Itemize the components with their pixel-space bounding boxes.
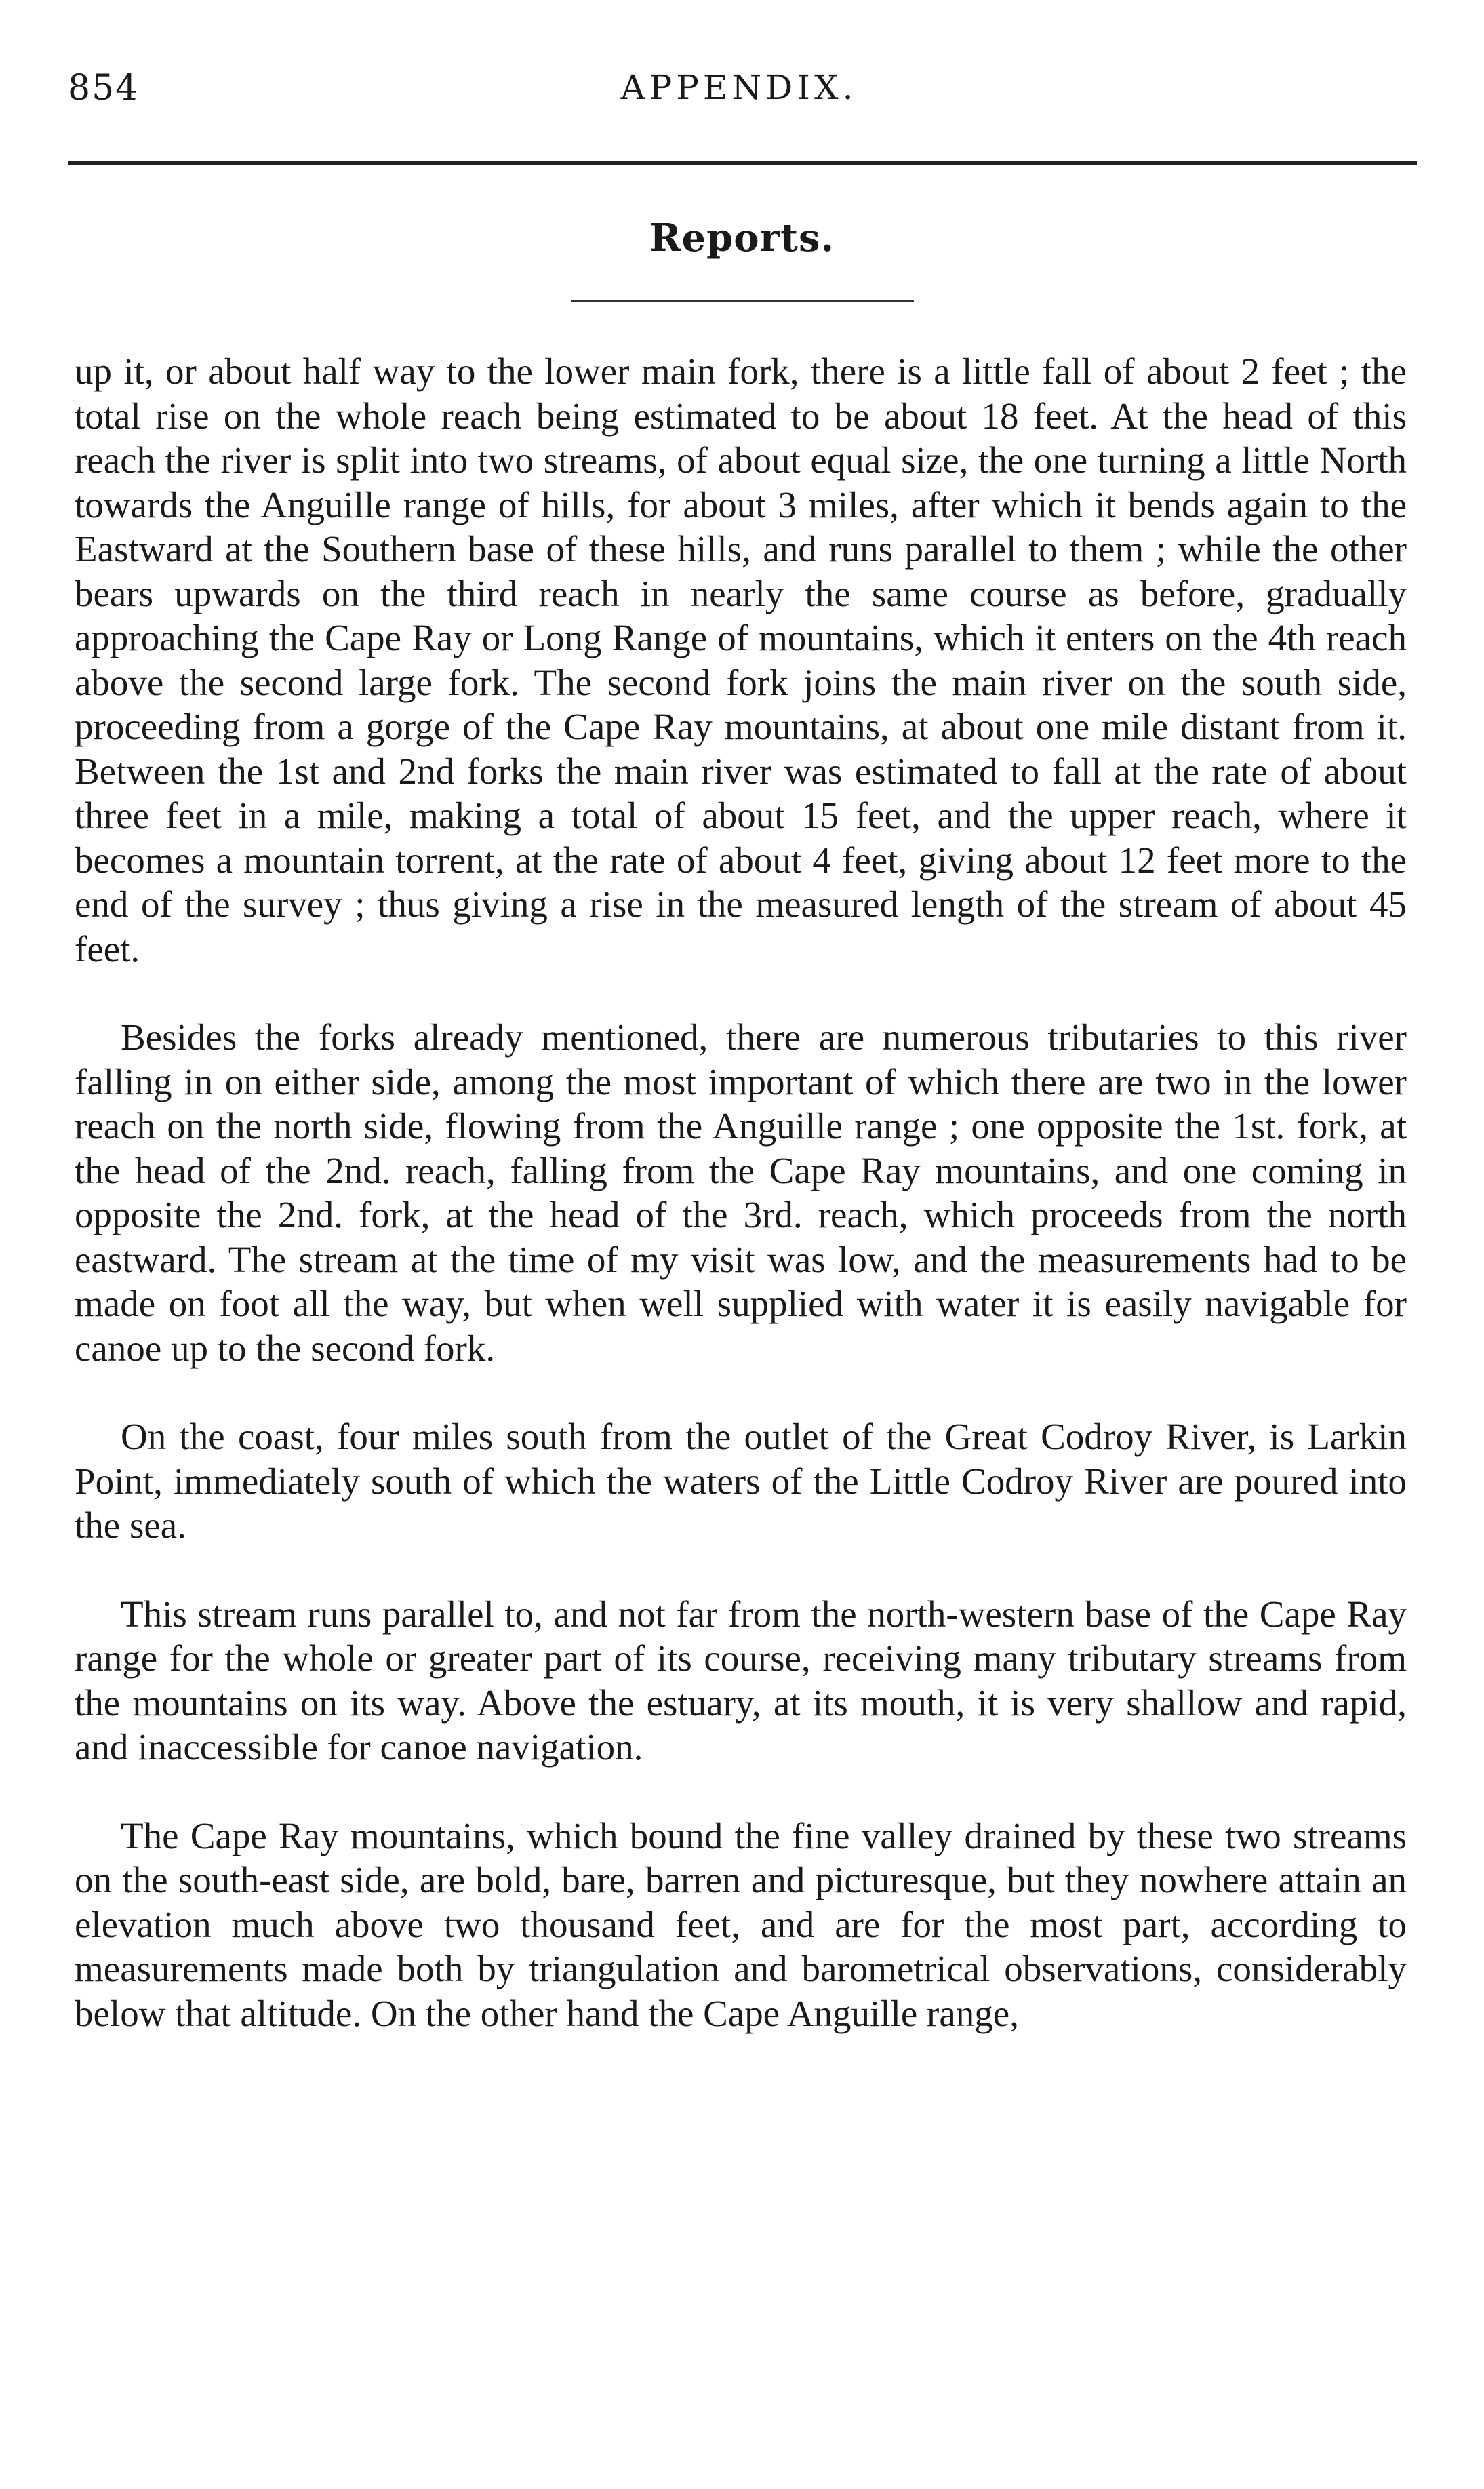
running-title: APPENDIX. <box>620 68 858 107</box>
heading-divider <box>571 300 914 302</box>
section-heading: Reports. <box>649 216 835 260</box>
paragraph: The Cape Ray mountains, which bound the fine valley drained by these two streams on the south-east side, are bold, bare, barren and picturesque, but they nowhere attain an elevation much above two thousand feet, and are for the most part, according to measurements made both by triangulation and barometrical observations, considerably below that altitude. On the other hand the Cape Anguille range, <box>75 1814 1407 2034</box>
paragraph: On the coast, four miles south from the outlet of the Great Codroy River, is Larkin Point, immediately south of which the waters of the Little Codroy River are poured into the sea. <box>75 1416 1407 1546</box>
paragraph: This stream runs parallel to, and not far from the north-western base of the Cape Ray range for the whole or greater part of its course, receiving many tributary streams from the mountains on its way. Above the estuary, at its mouth, it is very shallow and rapid, and inaccessible for canoe navigation. <box>75 1593 1407 1768</box>
paragraph: Besides the forks already mentioned, there are numerous tributaries to this river falling in on either side, among the most important of which there are two in the lower reach on the north side, flowing from the Anguille range ; one opposite the 1st. fork, at the head of the 2nd. reach, falling from the Cape Ray mountains, and one coming in opposite the 2nd. fork, at the head of the 3rd. reach, which proceeds from the north eastward. The stream at the time of my visit was low, and the measurements had to be made on foot all the way, but when well supplied with water it is easily navigable for canoe up to the second fork. <box>75 1016 1407 1369</box>
body-text <box>75 349 1407 2079</box>
header-rule <box>68 161 1417 165</box>
paragraph-continued: up it, or about half way to the lower main fork, there is a little fall of about 2 feet ; the total rise on the whole reach being estimated to be about 18 feet. At the head of this reach the river is split into two streams, of about equal size, the one turning a little North towards the Anguille range of hills, for about 3 miles, after which it bends again to the Eastward at the Southern base of these hills, and runs parallel to them ; while the other bears upwards on the third reach in nearly the same course as before, gradually approaching the Cape Ray or Long Range of mountains, which it enters on the 4th reach above the second large fork. The second fork joins the main river on the south side, proceeding from a gorge of the Cape Ray mountains, at about one mile distant from it. Between the 1st and 2nd forks the main river was estimated to fall at the rate of about three feet in a mile, making a total of about 15 feet, and the upper reach, where it becomes a mountain torrent, at the rate of about 4 feet, giving about 12 feet more to the end of the survey ; thus giving a rise in the measured length of the stream of about 45 feet. <box>75 351 1407 970</box>
page-number: 854 <box>68 68 140 108</box>
running-head <box>68 68 1410 115</box>
